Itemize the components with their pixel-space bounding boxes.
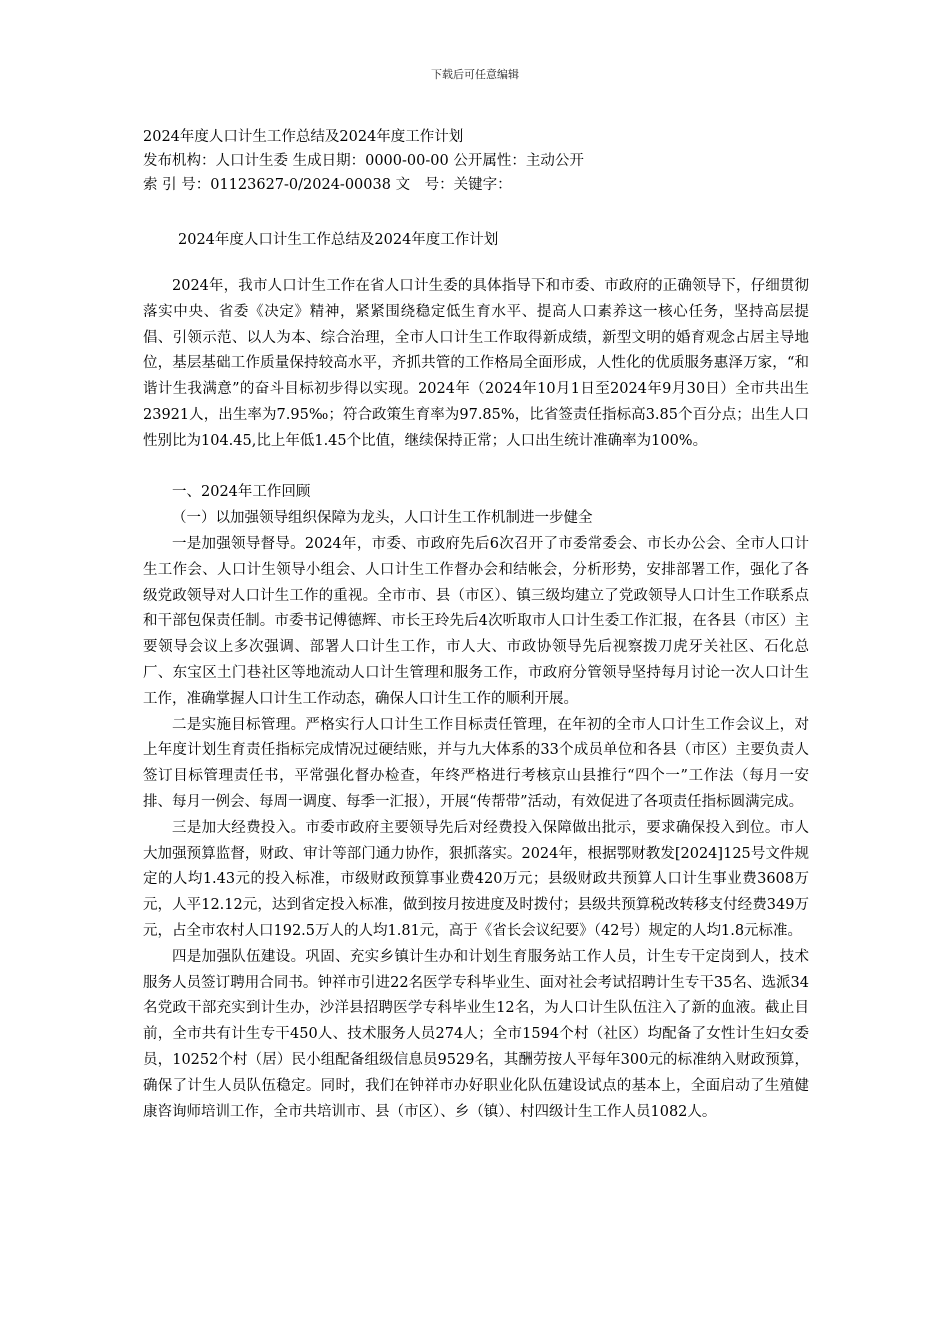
paragraph-target-management: 二是实施目标管理。严格实行人口计生工作目标责任管理，在年初的全市人口计生工作会议上，对上年度计划生育责任指标完成情况过硬结账，并与九大体系的33个成员单位和各县（市区）主要负责人签订目标管理责任书，平常强化督办检查，年终严格进行考核京山县推行“四个一”工作法（每月一安排、每月一例会、每周一调度、每季一汇报），开展“传帮带”活动，有效促进了各项责任指标圆满完成。 bbox=[143, 716, 809, 810]
paragraph-leadership: 一是加强领导督导。2024年，市委、市政府先后6次召开了市委常委会、市长办公会、全市人口计生工作会、人口计生领导小组会、人口计生工作督办会和结帐会，分析形势，安排部署工作，强化了各级党政领导对人口计生工作的重视。全市市、县（市区）、镇三级均建立了党政领导人口计生工作联系点和干部包保责任制。市委书记傅德辉、市长王玲先后4次听取市人口计生委工作汇报，在各县（市区）主要领导会议上多次强调、部署人口计生工作，市人大、市政协领导先后视察拨刀虎牙关社区、石化总厂、东宝区土门巷社区等地流动人口计生管理和服务工作，市政府分管领导坚持每月讨论一次人口计生工作，准确掌握人口计生工作动态，确保人口计生工作的顺利开展。 bbox=[143, 535, 809, 707]
paragraph-team-building: 四是加强队伍建设。巩固、充实乡镇计生办和计划生育服务站工作人员，计生专干定岗到人，技术服务人员签订聘用合同书。钟祥市引进22名医学专科毕业生、面对社会考试招聘计生专干35名、选派34名党政干部充实到计生办，沙洋县招聘医学专科毕业生12名，为人口计生队伍注入了新的血液。截止目前，全市共有计生专干450人、技术服务人员274人；全市1594个村（社区）均配备了女性计生妇女委员，10252个村（居）民小组配备组级信息员9529名，其酬劳按人平每年300元的标准纳入财政预算，确保了计生人员队伍稳定。同时，我们在钟祥市办好职业化队伍建设试点的基本上，全面启动了生殖健康咨询师培训工作，全市共培训市、县（市区）、乡（镇）、村四级计生工作人员1082人。 bbox=[143, 948, 809, 1120]
meta-publisher-line: 发布机构：人口计生委 生成日期：0000-00-00 公开属性：主动公开 bbox=[143, 153, 584, 169]
section-heading: 一、2024年工作回顾 bbox=[172, 484, 311, 501]
subsection-heading: （一）以加强领导组织保障为龙头，人口计生工作机制进一步健全 bbox=[172, 510, 593, 527]
document-title: 2024年度人口计生工作总结及2024年度工作计划 bbox=[178, 232, 499, 248]
intro-paragraph: 2024年，我市人口计生工作在省人口计生委的具体指导下和市委、市政府的正确领导下，仔细贯彻落实中央、省委《决定》精神，紧紧围绕稳定低生育水平、提高人口素养这一核心任务，坚持高层提倡、引领示范、以人为本、综合治理，全市人口计生工作取得新成绩，新型文明的婚育观念占居主导地位，基层基础工作质量保持较高水平，齐抓共管的工作格局全面形成，人性化的优质服务惠泽万家，“和谐计生我满意”的奋斗目标初步得以实现。2024年（2024年10月1日至2024年9月30日）全市共出生23921人，出生率为7.95‰；符合政策生育率为97.85%，比省签责任指标高3.85个百分点；出生人口性别比为104.45,比上年低1.45个比值，继续保持正常；人口出生统计准确率为100%。 bbox=[143, 278, 809, 449]
paragraph-funding: 三是加大经费投入。市委市政府主要领导先后对经费投入保障做出批示，要求确保投入到位。市人大加强预算监督，财政、审计等部门通力协作，狠抓落实。2024年，根据鄂财教发[2024]125号文件规定的人均1.43元的投入标准，市级财政预算事业费420万元；县级财政共预算人口计生事业费3608万元，人平12.12元，达到省定投入标准，做到按月按进度及时拨付；县级共预算税改转移支付经费349万元，占全市农村人口192.5万人的人均1.81元，高于《省长会议纪要》（42号）规定的人均1.8元标准。 bbox=[143, 819, 809, 939]
header-note: 下载后可任意编辑 bbox=[431, 68, 519, 81]
meta-title: 2024年度人口计生工作总结及2024年度工作计划 bbox=[143, 129, 464, 145]
meta-index-line: 索 引 号：01123627-0/2024-00038 文 号：关键字： bbox=[143, 177, 512, 193]
document-body bbox=[143, 274, 809, 1125]
